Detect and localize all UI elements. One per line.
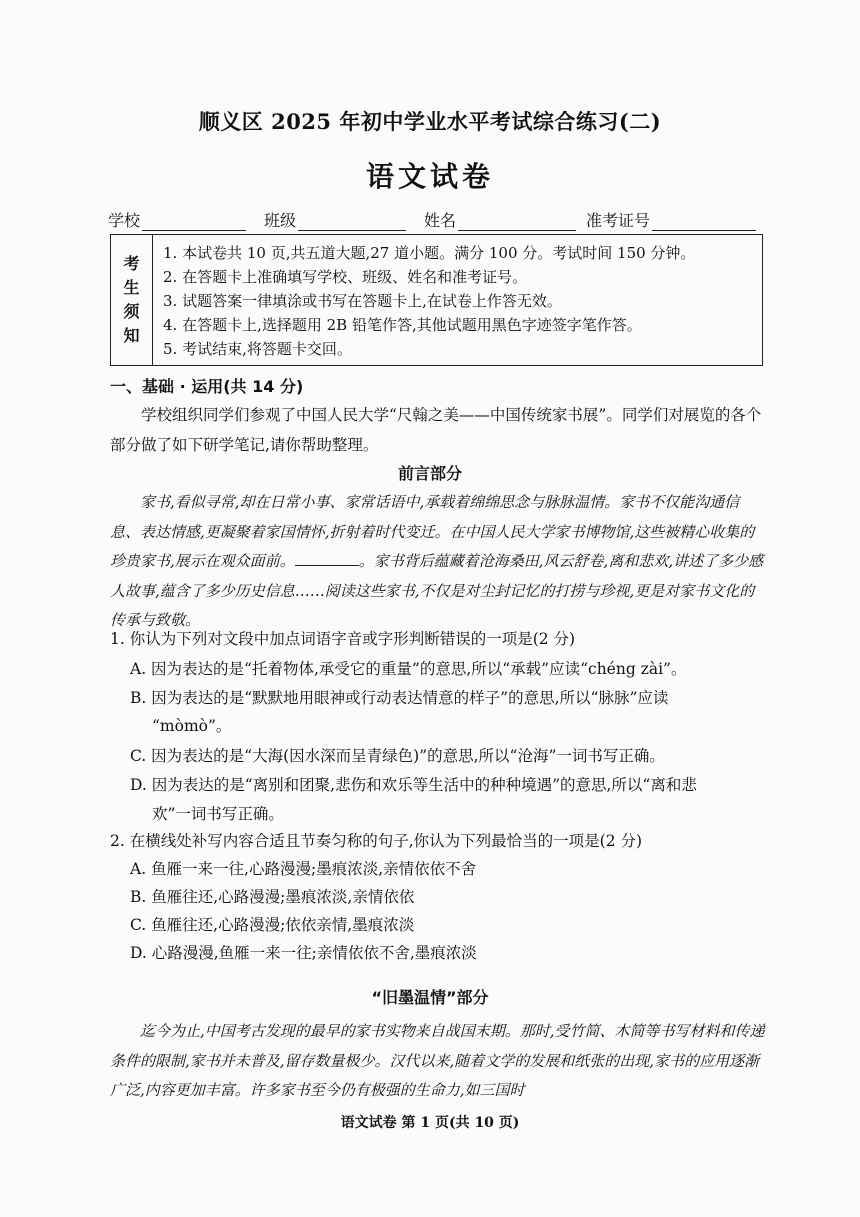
notice-list [163,241,753,361]
notice-item: 1. 本试卷共 10 页,共五道大题,27 道小题。满分 100 分。考试时间 150 分钟。 [163,244,696,262]
question-2-option-a: A. 鱼雁一来一往,心路漫漫;墨痕浓淡,亲情依依不舍 [130,860,477,878]
candidate-info-row [108,208,768,232]
notice-head-char: 考 [123,254,140,273]
part2-title: “旧墨温情”部分 [371,988,489,1007]
exam-title: 顺义区 2025 年初中学业水平考试综合练习(二) [198,109,662,134]
preface-text-before-blank: 家书,看似寻常,却在日常小事、家常话语中,承载着绵绵思念与脉脉温情。家书不仅能沟通信息、表达情感,更凝聚着家国情怀,折射着时代变迁。在中国人民大学家书博物馆,这些被精心收集的珍贵家书,展示在观众面前。 [110,493,755,571]
page-footer: 语文试卷 第 1 页(共 10 页) [340,1115,520,1131]
preface-title: 前言部分 [397,464,462,483]
school-field [108,208,246,231]
answer-blank [295,551,359,566]
candidate-notice-box [110,234,763,366]
question-1-option-b: B. 因为表达的是“默默地用眼神或行动表达情意的样子”的意思,所以“脉脉”应读 [130,689,669,707]
question-1-option-d-cont: 欢”一词书写正确。 [152,805,284,823]
preface-passage [110,488,765,636]
question-2-option-c: C. 鱼雁往还,心路漫漫;依依亲情,墨痕浓淡 [130,916,415,934]
class-field [264,208,406,231]
question-2-option-b: B. 鱼雁往还,心路漫漫;墨痕浓淡,亲情依依 [130,888,415,906]
exam-id-field [586,208,756,231]
section-intro: 学校组织同学们参观了中国人民大学“尺翰之美——中国传统家书展”。同学们对展览的各个部分做了如下研学笔记,请你帮助整理。 [110,406,762,454]
question-2-option-d: D. 心路漫漫,鱼雁一来一往;亲情依依不舍,墨痕浓淡 [130,944,477,962]
school-label: 学校 [108,211,141,230]
notice-heading [111,235,153,365]
question-1-option-c: C. 因为表达的是“大海(因水深而呈青绿色)”的意思,所以“沧海”一词书写正确。 [130,747,665,765]
question-2-stem: 2. 在横线处补写内容合适且节奏匀称的句子,你认为下列最恰当的一项是(2 分) [110,832,643,850]
subject-title: 语文试卷 [365,160,494,193]
question-1-option-b-cont: “mòmò”。 [152,717,232,735]
notice-item: 2. 在答题卡上准确填写学校、班级、姓名和准考证号。 [163,268,528,286]
name-label: 姓名 [424,211,457,230]
notice-head-char: 生 [123,278,140,297]
class-label: 班级 [264,211,297,230]
exam-id-blank [652,212,756,231]
notice-item: 4. 在答题卡上,选择题用 2B 铅笔作答,其他试题用黑色字迹签字笔作答。 [163,316,642,334]
notice-item: 5. 考试结束,将答题卡交回。 [163,340,352,358]
part2-passage: 迄今为止,中国考古发现的最早的家书实物来自战国末期。那时,受竹简、木简等书写材料和传递条件的限制,家书并未普及,留存数量极少。汉代以来,随着文学的发展和纸张的出现,家书的应用逐渐广泛,内容更加丰富。许多家书至今仍有极强的生命力,如三国时 [110,1022,765,1100]
school-blank [142,212,246,231]
section-heading: 一、基础 · 运用(共 14 分) [110,377,304,396]
question-1-option-a: A. 因为表达的是“托着物体,承受它的重量”的意思,所以“承载”应读“chéng zài”。 [130,660,687,678]
preface-text-after-blank: 。家书背后蕴藏着沧海桑田,风云舒卷,离和悲欢,讲述了多少感人故事,蕴含了多少历史信息……阅读这些家书,不仅是对尘封记忆的打捞与珍视,更是对家书文化的传承与致敬。 [110,552,764,630]
question-1-stem: 1. 你认为下列对文段中加点词语字音或字形判断错误的一项是(2 分) [110,630,576,648]
notice-head-char: 知 [123,326,140,345]
exam-id-label: 准考证号 [586,211,651,230]
name-field [424,208,576,231]
question-1-option-d: D. 因为表达的是“离别和团聚,悲伤和欢乐等生活中的种种境遇”的意思,所以“离和悲 [130,776,697,794]
notice-item: 3. 试题答案一律填涂或书写在答题卡上,在试卷上作答无效。 [163,292,562,310]
notice-head-char: 须 [123,302,140,321]
class-blank [298,212,406,231]
name-blank [458,212,576,231]
